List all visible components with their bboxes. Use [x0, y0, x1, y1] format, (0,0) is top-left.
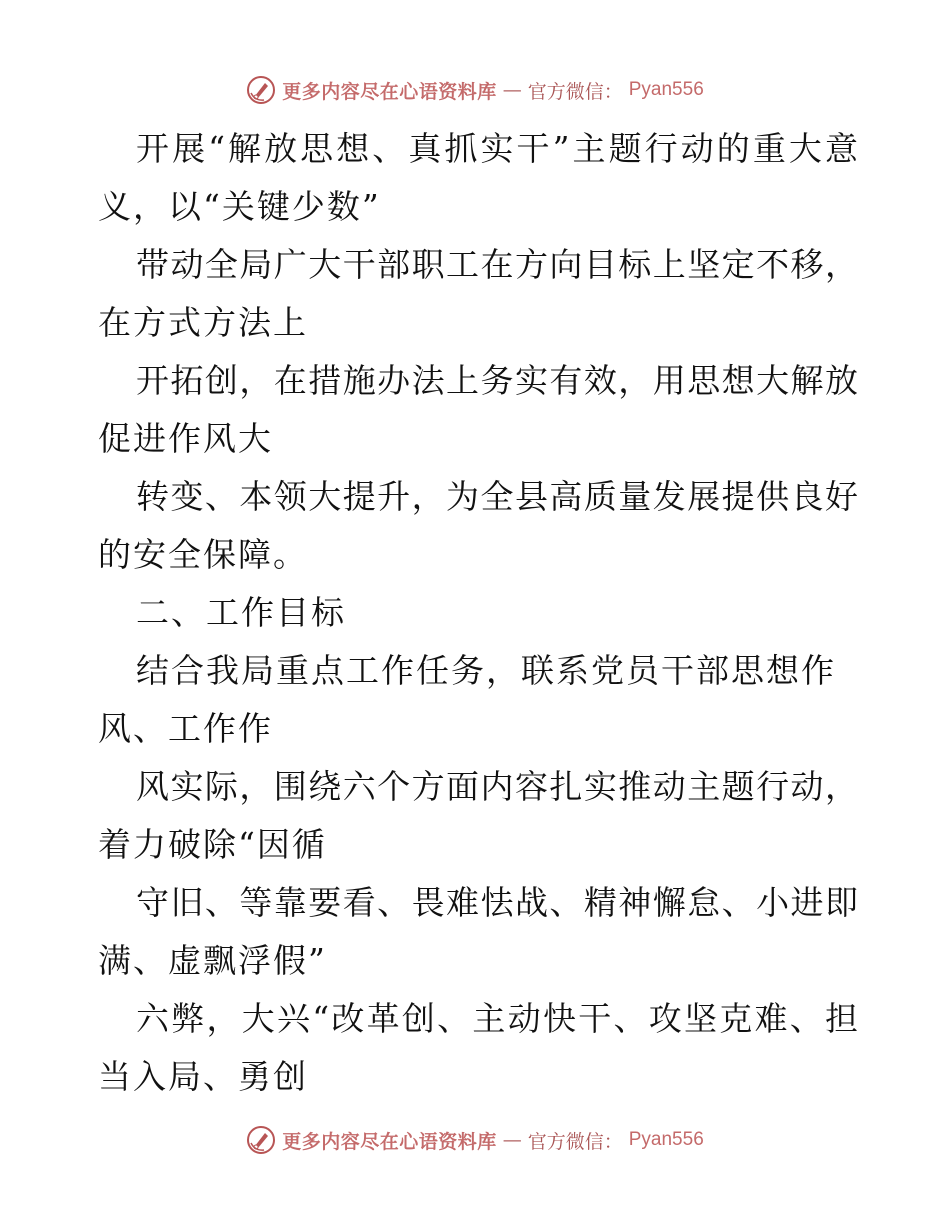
- body-text-line: 开展“解放思想、真抓实干”主题行动的重大意: [136, 129, 858, 168]
- watermark-separator: —: [502, 79, 522, 101]
- body-text-line: 二、工作目标: [136, 593, 346, 632]
- body-text-line: 风、工作作: [98, 709, 273, 748]
- body-text-line: 带动全局广大干部职工在方向目标上坚定不移，: [136, 245, 858, 284]
- body-text-line: 的安全保障。: [98, 535, 308, 574]
- header-watermark: [0, 70, 950, 110]
- body-text-line: 结合我局重点工作任务，联系党员干部思想作: [136, 651, 836, 690]
- pen-nib-logo-icon: [246, 75, 276, 105]
- watermark-wechat-id: Pyan556: [628, 79, 704, 100]
- watermark-wechat-label: 官方微信：: [527, 80, 623, 103]
- body-text-line: 开拓创，在措施办法上务实有效，用思想大解放: [136, 361, 858, 400]
- document-body: [98, 120, 858, 1106]
- body-text-line: 六弊，大兴“改革创、主动快干、攻坚克难、担: [136, 999, 858, 1038]
- body-text-line: 守旧、等靠要看、畏难怯战、精神懈怠、小进即: [136, 883, 858, 922]
- pen-nib-logo-icon: [246, 1125, 276, 1155]
- watermark-separator: —: [502, 1129, 522, 1151]
- watermark-wechat-label: 官方微信：: [527, 1130, 623, 1153]
- body-text-line: 义，以“关键少数”: [98, 187, 381, 226]
- body-text-line: 风实际，围绕六个方面内容扎实推动主题行动，: [136, 767, 858, 806]
- footer-watermark: [0, 1120, 950, 1160]
- body-text-line: 当入局、勇创: [98, 1057, 308, 1096]
- watermark-wechat-id: Pyan556: [628, 1129, 704, 1150]
- watermark-site-text: 更多内容尽在心语资料库: [282, 80, 497, 103]
- body-text-line: 满、虚飘浮假”: [98, 941, 327, 980]
- body-text-line: 转变、本领大提升，为全县高质量发展提供良好: [136, 477, 858, 516]
- body-text-line: 促进作风大: [98, 419, 273, 458]
- body-text-line: 着力破除“因循: [98, 825, 327, 864]
- body-text-line: 在方式方法上: [98, 303, 308, 342]
- watermark-site-text: 更多内容尽在心语资料库: [282, 1130, 497, 1153]
